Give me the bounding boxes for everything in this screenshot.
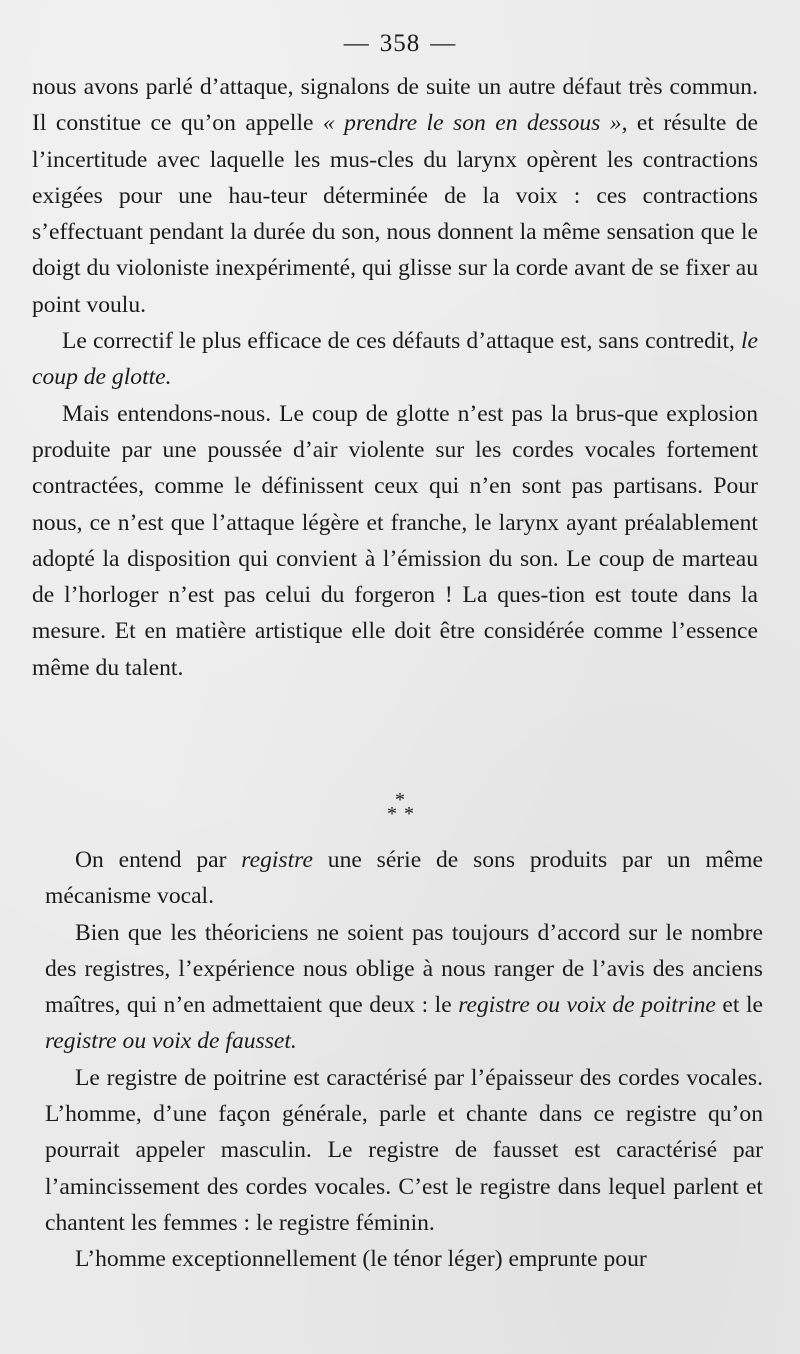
paragraph-registre-poitrine <box>45 1060 763 1241</box>
paragraph-text: L’homme exceptionnellement (le ténor léger) emprunte pour <box>75 1246 647 1273</box>
paragraph-coup-de-glotte <box>32 396 758 686</box>
italic-phrase: registre ou voix de poitrine <box>458 992 716 1019</box>
italic-phrase: registre <box>241 847 313 873</box>
main-text-lower <box>45 842 763 1278</box>
paragraph-text: Le correctif le plus efficace de ces défauts d’attaque est, sans contredit, <box>62 328 741 355</box>
paragraph-text: , et résulte de l’incertitude avec laquelle les mus-cles du larynx opèrent les contractions exigées pour une hau-teur déterminée de la voix : ces contractions s’effectuant pendant la durée du son, nous donnent la même sensation que le doigt du violoniste inexpérimenté, qui glisse sur la corde avant de se fixer au point voulu. <box>32 110 759 318</box>
asterism-star-left: * <box>387 803 397 825</box>
asterism-separator <box>0 790 800 830</box>
paragraph-text: nous avons parlé d’attaque, signalons de suite un autre défaut très commun. Il constitue ce qu’on appelle <box>32 74 758 137</box>
asterism-star-top: * <box>395 789 405 811</box>
asterism-star-right: * <box>404 803 414 825</box>
page-number <box>0 30 800 58</box>
paragraph-text: Le registre de poitrine est caractérisé par l’épaisseur des cordes vocales. L’homme, d’une façon générale, parle et chante dans ce registre qu’on pourrait appeler masculin. Le registre de fausset est caractérisé par l’amincissement des cordes vocales. C’est le registre dans lequel parlent et chantent les femmes : le registre féminin. <box>45 1064 763 1236</box>
paragraph-text: Bien que les théoriciens ne soient pas toujours d’accord sur le nombre des registres, l’expérience nous oblige à nous ranger de l’avis des anciens maîtres, qui n’en admettaient que deux : le <box>45 919 763 1019</box>
paragraph-text: Mais entendons-nous. Le coup de glotte n’est pas la brus-que explosion produite par une poussée d’air violente sur les cordes vocales fortement contractées, comme le définissent ceux qui n’en sont pas partisans. Pour nous, ce n’est que l’attaque légère et franche, le larynx ayant préalablement adopté la disposition qui convient à l’émission du son. Le coup de marteau de l’horloger n’est pas celui du forgeron ! La ques-tion est toute dans la mesure. Et en matière artistique elle doit être considérée comme l’essence même du talent. <box>32 400 758 681</box>
paragraph-attaque-defaut <box>32 69 758 323</box>
paragraph-text: On entend par <box>75 847 242 873</box>
italic-phrase: registre ou voix de fausset. <box>45 1028 297 1055</box>
paragraph-homme-exceptionnellement <box>45 1241 763 1277</box>
paragraph-nombre-registres <box>45 915 763 1060</box>
paragraph-registre-definition <box>45 842 763 915</box>
paragraph-correctif <box>32 323 758 396</box>
paragraph-text: et le <box>715 992 763 1019</box>
page-number-dash-right: — <box>430 30 457 57</box>
italic-phrase: le coup de glotte. <box>32 328 758 391</box>
italic-phrase: « prendre le son en dessous » <box>322 110 622 137</box>
paragraph-text: une série de sons produits par un même mécanisme vocal. <box>45 847 763 910</box>
main-text-upper <box>32 69 758 686</box>
page-number-value: 358 <box>379 30 421 57</box>
page-number-dash-left: — <box>343 30 370 57</box>
